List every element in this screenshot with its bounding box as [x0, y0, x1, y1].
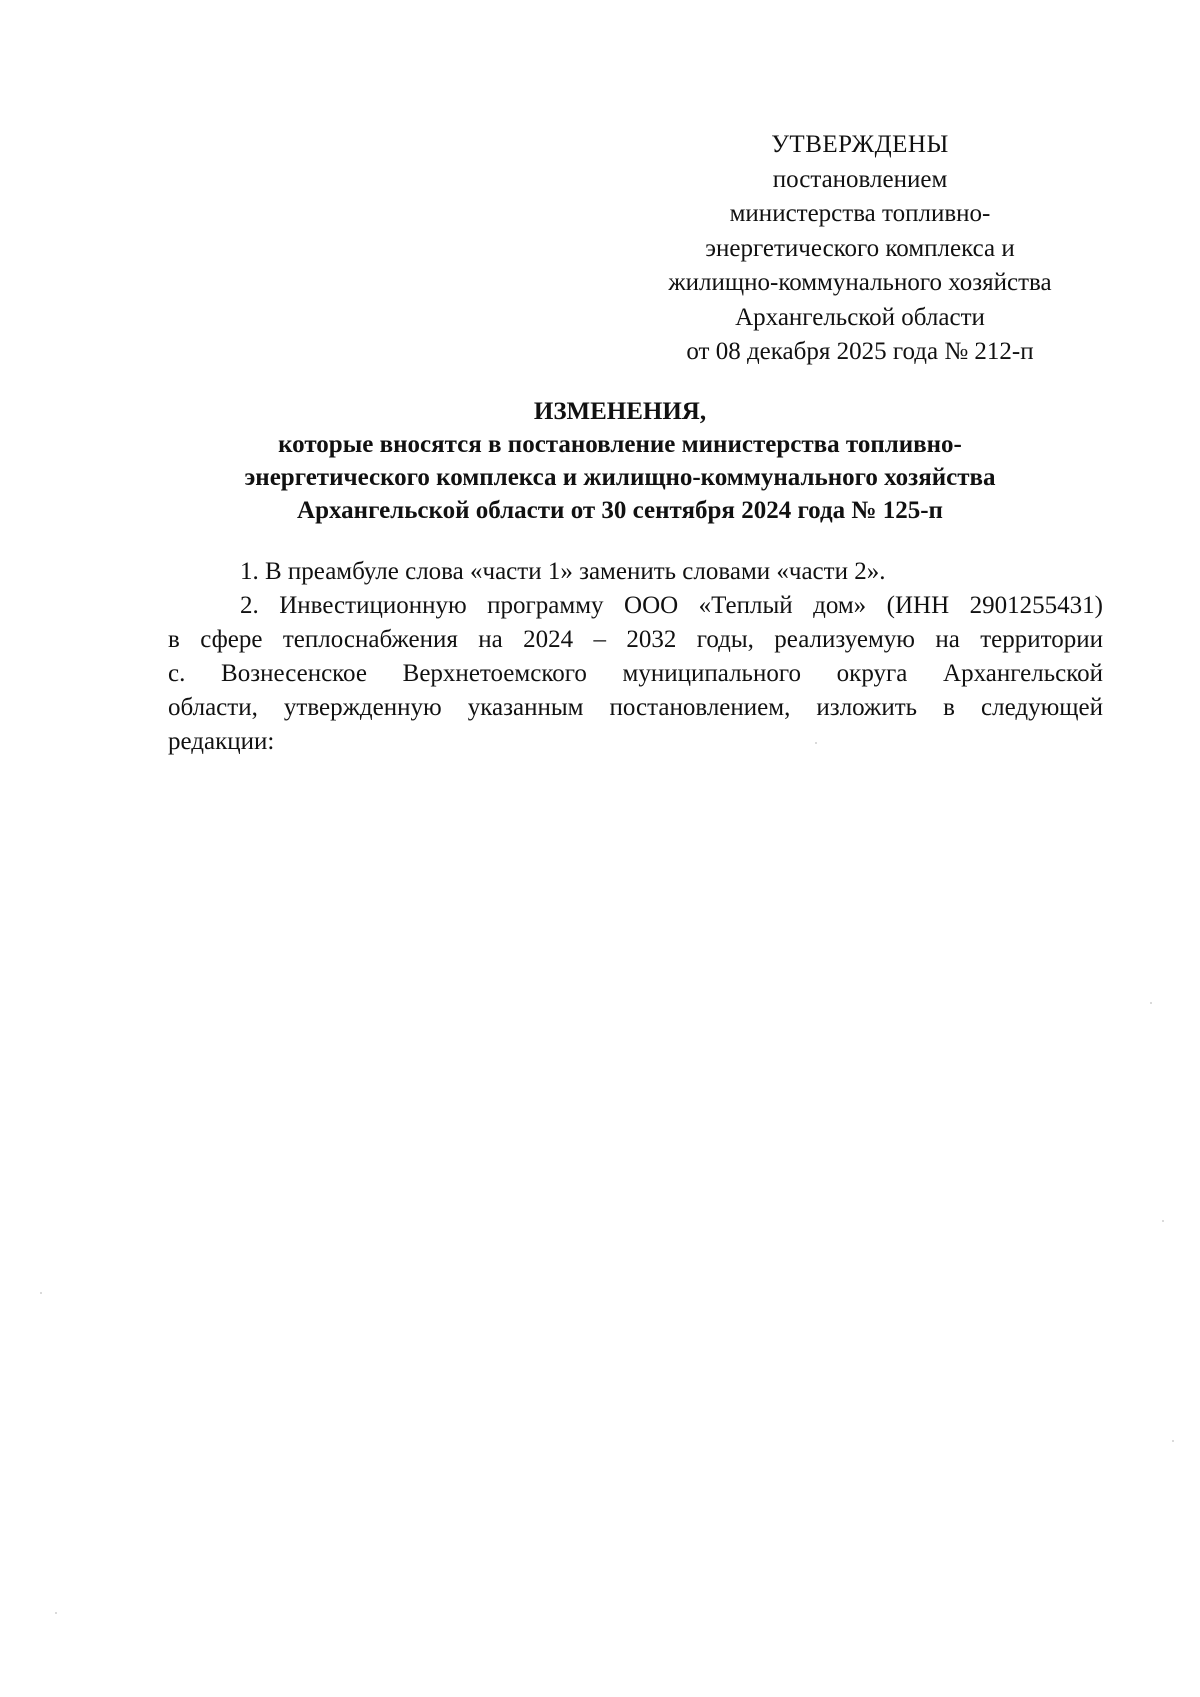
item-2-line: с. Вознесенское Верхнетоемского муниципального округа Архангельской	[168, 660, 1103, 687]
item-1: 1. В преамбуле слова «части 1» заменить словами «части 2».	[240, 558, 886, 585]
scan-speck	[1162, 1220, 1164, 1222]
approval-title: УТВЕРЖДЕНЫ	[771, 131, 949, 158]
item-2	[168, 589, 1103, 759]
approval-line: жилищно-коммунального хозяйства	[668, 269, 1052, 296]
item-2-line: области, утвержденную указанным постановлением, изложить в следующей	[168, 694, 1103, 721]
item-2-line: редакции:	[168, 728, 275, 755]
approval-block	[630, 128, 1090, 370]
heading-title: ИЗМЕНЕНИЯ,	[533, 398, 707, 425]
scan-speck	[40, 1292, 42, 1294]
document-heading	[150, 395, 1090, 527]
item-2-line: в сфере теплоснабжения на 2024 – 2032 годы, реализуемую на территории	[168, 626, 1103, 653]
approval-line: министерства топливно-	[729, 200, 991, 227]
approval-line: энергетического комплекса и	[705, 234, 1015, 262]
approval-date-number: от 08 декабря 2025 года № 212-п	[686, 338, 1034, 365]
scan-speck	[815, 742, 817, 744]
document-body	[168, 555, 1103, 759]
heading-subtitle-line: энергетического комплекса и жилищно-коммунального хозяйства	[244, 464, 996, 491]
item-2-line: 2. Инвестиционную программу ООО «Теплый дом» (ИНН 2901255431)	[240, 592, 1103, 619]
approval-line: постановлением	[772, 165, 948, 193]
approval-line: Архангельской области	[735, 303, 985, 331]
scan-speck	[55, 1612, 57, 1614]
scan-speck	[1172, 1440, 1174, 1442]
heading-subtitle-line: которые вносятся в постановление министерства топливно-	[278, 431, 962, 458]
scan-speck	[1150, 1002, 1152, 1004]
heading-subtitle-line: Архангельской области от 30 сентября 2024 года № 125-п	[297, 497, 943, 524]
